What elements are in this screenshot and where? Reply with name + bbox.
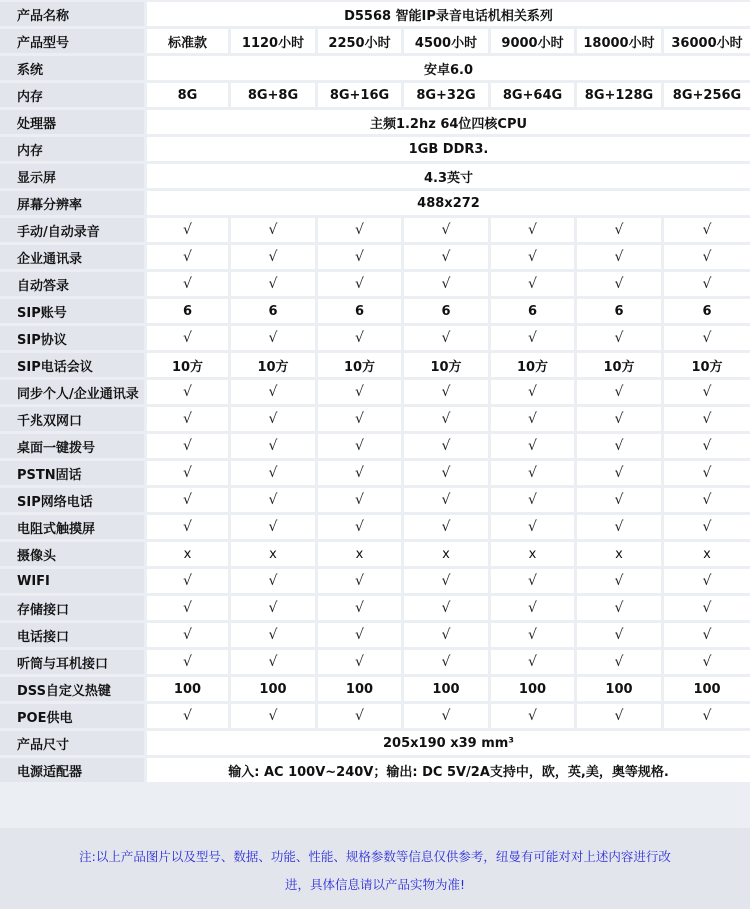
spec-row xyxy=(0,623,750,647)
check-mark-icon: √ xyxy=(228,623,315,647)
spec-value: 标准款 xyxy=(144,29,228,53)
check-mark-icon: √ xyxy=(488,515,574,539)
spec-value: 10方 xyxy=(661,353,750,377)
check-mark-icon: √ xyxy=(315,515,401,539)
check-mark-icon: √ xyxy=(401,461,488,485)
spec-label: WIFI xyxy=(0,569,144,593)
check-mark-icon: √ xyxy=(488,596,574,620)
check-mark-icon: √ xyxy=(144,515,228,539)
disclaimer-line-1: 注:以上产品图片以及型号、数据、功能、性能、规格参数等信息仅供参考，纽曼有可能对对上述内容进行改 xyxy=(79,849,671,864)
check-mark-icon: √ xyxy=(574,407,661,431)
spec-value: 8G+8G xyxy=(228,83,315,107)
spec-label: SIP协议 xyxy=(0,326,144,350)
spec-row xyxy=(0,569,750,593)
spec-value: 10方 xyxy=(401,353,488,377)
spec-value: 6 xyxy=(228,299,315,323)
check-mark-icon: √ xyxy=(401,650,488,674)
spec-value: 100 xyxy=(574,677,661,701)
spec-label: PSTN固话 xyxy=(0,461,144,485)
check-mark-icon: √ xyxy=(661,515,750,539)
spec-row xyxy=(0,731,750,755)
check-mark-icon: √ xyxy=(661,461,750,485)
check-mark-icon: √ xyxy=(488,569,574,593)
spec-row xyxy=(0,434,750,458)
check-mark-icon: √ xyxy=(401,704,488,728)
check-mark-icon: √ xyxy=(401,569,488,593)
spec-row xyxy=(0,2,750,26)
spec-value: 8G+128G xyxy=(574,83,661,107)
check-mark-icon: √ xyxy=(315,623,401,647)
cross-mark-icon: x xyxy=(488,542,574,566)
check-mark-icon: √ xyxy=(574,488,661,512)
check-mark-icon: √ xyxy=(661,434,750,458)
check-mark-icon: √ xyxy=(144,488,228,512)
spec-value: 100 xyxy=(144,677,228,701)
check-mark-icon: √ xyxy=(144,704,228,728)
check-mark-icon: √ xyxy=(574,650,661,674)
check-mark-icon: √ xyxy=(144,569,228,593)
check-mark-icon: √ xyxy=(401,407,488,431)
cross-mark-icon: x xyxy=(661,542,750,566)
spec-value: 输入: AC 100V~240V；输出: DC 5V/2A支持中，欧，英,美，奥等规格. xyxy=(144,758,750,782)
check-mark-icon: √ xyxy=(574,218,661,242)
check-mark-icon: √ xyxy=(228,218,315,242)
check-mark-icon: √ xyxy=(574,623,661,647)
check-mark-icon: √ xyxy=(661,326,750,350)
check-mark-icon: √ xyxy=(661,596,750,620)
spec-row xyxy=(0,515,750,539)
spec-value: 8G+64G xyxy=(488,83,574,107)
check-mark-icon: √ xyxy=(574,596,661,620)
check-mark-icon: √ xyxy=(144,272,228,296)
spec-value: 安卓6.0 xyxy=(144,56,750,80)
check-mark-icon: √ xyxy=(488,650,574,674)
check-mark-icon: √ xyxy=(574,569,661,593)
check-mark-icon: √ xyxy=(315,245,401,269)
check-mark-icon: √ xyxy=(144,380,228,404)
spec-row xyxy=(0,272,750,296)
check-mark-icon: √ xyxy=(488,380,574,404)
check-mark-icon: √ xyxy=(315,596,401,620)
check-mark-icon: √ xyxy=(661,488,750,512)
spec-label: 手动/自动录音 xyxy=(0,218,144,242)
check-mark-icon: √ xyxy=(228,650,315,674)
spec-value: 9000小时 xyxy=(488,29,574,53)
check-mark-icon: √ xyxy=(574,515,661,539)
check-mark-icon: √ xyxy=(315,272,401,296)
spec-row xyxy=(0,137,750,161)
spec-label: 处理器 xyxy=(0,110,144,134)
check-mark-icon: √ xyxy=(574,704,661,728)
spec-row xyxy=(0,299,750,323)
check-mark-icon: √ xyxy=(401,515,488,539)
check-mark-icon: √ xyxy=(228,704,315,728)
check-mark-icon: √ xyxy=(488,407,574,431)
check-mark-icon: √ xyxy=(661,407,750,431)
check-mark-icon: √ xyxy=(315,488,401,512)
cross-mark-icon: x xyxy=(401,542,488,566)
spec-label: 桌面一键拨号 xyxy=(0,434,144,458)
spec-value: 100 xyxy=(315,677,401,701)
spec-row xyxy=(0,704,750,728)
spec-label: 自动答录 xyxy=(0,272,144,296)
check-mark-icon: √ xyxy=(228,515,315,539)
spec-value: 6 xyxy=(661,299,750,323)
check-mark-icon: √ xyxy=(574,245,661,269)
spec-label: DSS自定义热键 xyxy=(0,677,144,701)
spec-label: 产品型号 xyxy=(0,29,144,53)
spec-row xyxy=(0,353,750,377)
check-mark-icon: √ xyxy=(401,596,488,620)
spec-value: 488x272 xyxy=(144,191,750,215)
check-mark-icon: √ xyxy=(144,326,228,350)
spec-value: 100 xyxy=(401,677,488,701)
check-mark-icon: √ xyxy=(315,407,401,431)
spec-value: 4.3英寸 xyxy=(144,164,750,188)
check-mark-icon: √ xyxy=(144,245,228,269)
spec-value: 6 xyxy=(315,299,401,323)
cross-mark-icon: x xyxy=(574,542,661,566)
check-mark-icon: √ xyxy=(315,461,401,485)
spec-label: 电话接口 xyxy=(0,623,144,647)
spec-row xyxy=(0,83,750,107)
check-mark-icon: √ xyxy=(574,272,661,296)
check-mark-icon: √ xyxy=(661,245,750,269)
check-mark-icon: √ xyxy=(228,326,315,350)
spec-label: SIP网络电话 xyxy=(0,488,144,512)
spec-value: 205x190 x39 mm³ xyxy=(144,731,750,755)
check-mark-icon: √ xyxy=(144,461,228,485)
spec-value: 4500小时 xyxy=(401,29,488,53)
spec-row xyxy=(0,29,750,53)
check-mark-icon: √ xyxy=(228,434,315,458)
spec-value: 8G+256G xyxy=(661,83,750,107)
check-mark-icon: √ xyxy=(144,218,228,242)
check-mark-icon: √ xyxy=(228,569,315,593)
spec-value: 1120小时 xyxy=(228,29,315,53)
spec-label: 摄像头 xyxy=(0,542,144,566)
spec-value: 100 xyxy=(228,677,315,701)
spec-row xyxy=(0,56,750,80)
spec-value: 18000小时 xyxy=(574,29,661,53)
check-mark-icon: √ xyxy=(315,218,401,242)
spec-value: 2250小时 xyxy=(315,29,401,53)
spec-row xyxy=(0,110,750,134)
spec-value: 8G+32G xyxy=(401,83,488,107)
check-mark-icon: √ xyxy=(488,434,574,458)
check-mark-icon: √ xyxy=(228,461,315,485)
spec-label: 内存 xyxy=(0,83,144,107)
spec-value: 主频1.2hz 64位四核CPU xyxy=(144,110,750,134)
check-mark-icon: √ xyxy=(144,596,228,620)
spec-label: 产品尺寸 xyxy=(0,731,144,755)
check-mark-icon: √ xyxy=(401,326,488,350)
check-mark-icon: √ xyxy=(574,326,661,350)
spec-row xyxy=(0,596,750,620)
check-mark-icon: √ xyxy=(228,488,315,512)
check-mark-icon: √ xyxy=(661,704,750,728)
spec-value: 6 xyxy=(488,299,574,323)
check-mark-icon: √ xyxy=(488,326,574,350)
spec-row xyxy=(0,488,750,512)
spec-row xyxy=(0,542,750,566)
check-mark-icon: √ xyxy=(401,623,488,647)
check-mark-icon: √ xyxy=(228,596,315,620)
spec-value: 10方 xyxy=(488,353,574,377)
spec-label: 显示屏 xyxy=(0,164,144,188)
check-mark-icon: √ xyxy=(315,434,401,458)
spec-label: SIP账号 xyxy=(0,299,144,323)
spec-label: 内存 xyxy=(0,137,144,161)
spec-label: 听筒与耳机接口 xyxy=(0,650,144,674)
check-mark-icon: √ xyxy=(574,434,661,458)
check-mark-icon: √ xyxy=(315,380,401,404)
check-mark-icon: √ xyxy=(661,272,750,296)
spec-value: 6 xyxy=(574,299,661,323)
spec-value: D5568 智能IP录音电话机相关系列 xyxy=(144,2,750,26)
check-mark-icon: √ xyxy=(228,272,315,296)
check-mark-icon: √ xyxy=(315,326,401,350)
check-mark-icon: √ xyxy=(488,461,574,485)
spec-table-body xyxy=(0,2,750,782)
spec-value: 10方 xyxy=(228,353,315,377)
spec-label: 千兆双网口 xyxy=(0,407,144,431)
spec-label: 同步个人/企业通讯录 xyxy=(0,380,144,404)
check-mark-icon: √ xyxy=(661,569,750,593)
disclaimer-line-2: 进，具体信息请以产品实物为准! xyxy=(284,877,465,892)
spec-value: 10方 xyxy=(315,353,401,377)
spec-label: 企业通讯录 xyxy=(0,245,144,269)
check-mark-icon: √ xyxy=(144,623,228,647)
spec-row xyxy=(0,677,750,701)
check-mark-icon: √ xyxy=(488,623,574,647)
check-mark-icon: √ xyxy=(401,380,488,404)
spec-label: 电源适配器 xyxy=(0,758,144,782)
check-mark-icon: √ xyxy=(144,434,228,458)
check-mark-icon: √ xyxy=(144,650,228,674)
check-mark-icon: √ xyxy=(488,488,574,512)
cross-mark-icon: x xyxy=(144,542,228,566)
check-mark-icon: √ xyxy=(315,650,401,674)
check-mark-icon: √ xyxy=(488,272,574,296)
check-mark-icon: √ xyxy=(401,488,488,512)
spec-label: SIP电话会议 xyxy=(0,353,144,377)
spec-label: POE供电 xyxy=(0,704,144,728)
spec-row xyxy=(0,407,750,431)
check-mark-icon: √ xyxy=(144,407,228,431)
disclaimer-panel xyxy=(0,828,750,909)
check-mark-icon: √ xyxy=(401,218,488,242)
spec-value: 1GB DDR3. xyxy=(144,137,750,161)
check-mark-icon: √ xyxy=(574,461,661,485)
spec-row xyxy=(0,461,750,485)
check-mark-icon: √ xyxy=(661,380,750,404)
spec-row xyxy=(0,380,750,404)
check-mark-icon: √ xyxy=(401,272,488,296)
check-mark-icon: √ xyxy=(661,623,750,647)
spec-row xyxy=(0,191,750,215)
spec-label: 产品名称 xyxy=(0,2,144,26)
spec-row xyxy=(0,218,750,242)
spec-value: 100 xyxy=(661,677,750,701)
spec-value: 10方 xyxy=(574,353,661,377)
spec-value: 8G xyxy=(144,83,228,107)
spec-label: 屏幕分辨率 xyxy=(0,191,144,215)
spec-label: 电阻式触摸屏 xyxy=(0,515,144,539)
cross-mark-icon: x xyxy=(315,542,401,566)
check-mark-icon: √ xyxy=(574,380,661,404)
spec-row xyxy=(0,164,750,188)
spec-value: 100 xyxy=(488,677,574,701)
check-mark-icon: √ xyxy=(315,704,401,728)
cross-mark-icon: x xyxy=(228,542,315,566)
check-mark-icon: √ xyxy=(661,650,750,674)
spec-value: 6 xyxy=(401,299,488,323)
check-mark-icon: √ xyxy=(488,245,574,269)
spec-label: 存储接口 xyxy=(0,596,144,620)
check-mark-icon: √ xyxy=(488,704,574,728)
check-mark-icon: √ xyxy=(228,245,315,269)
check-mark-icon: √ xyxy=(661,218,750,242)
check-mark-icon: √ xyxy=(401,245,488,269)
check-mark-icon: √ xyxy=(401,434,488,458)
spec-label: 系统 xyxy=(0,56,144,80)
spec-row xyxy=(0,650,750,674)
spec-value: 8G+16G xyxy=(315,83,401,107)
spec-row xyxy=(0,326,750,350)
spec-row xyxy=(0,245,750,269)
spec-value: 36000小时 xyxy=(661,29,750,53)
spec-value: 10方 xyxy=(144,353,228,377)
check-mark-icon: √ xyxy=(228,380,315,404)
check-mark-icon: √ xyxy=(228,407,315,431)
check-mark-icon: √ xyxy=(315,569,401,593)
check-mark-icon: √ xyxy=(488,218,574,242)
spec-row xyxy=(0,758,750,782)
spec-value: 6 xyxy=(144,299,228,323)
